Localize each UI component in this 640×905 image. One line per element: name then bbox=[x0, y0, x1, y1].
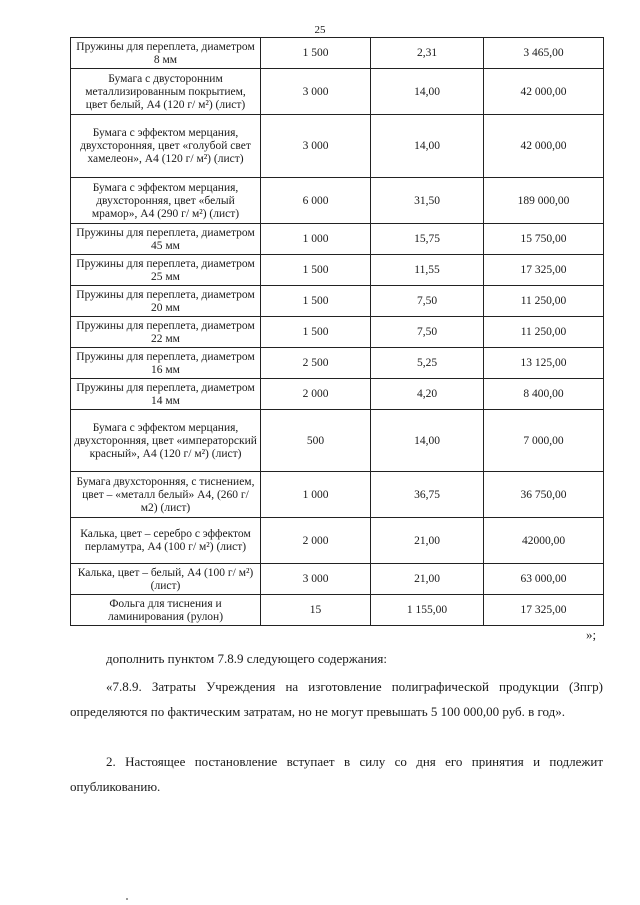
quantity-cell: 2 000 bbox=[261, 518, 371, 564]
price-table-body bbox=[71, 38, 604, 626]
item-name-cell: Бумага с эффектом мерцания, двухсторонняя, цвет «императорский красный», А4 (120 г/ м²) (лист) bbox=[71, 410, 261, 472]
unit-price-cell: 11,55 bbox=[371, 255, 484, 286]
unit-price-cell: 14,00 bbox=[371, 410, 484, 472]
total-cell: 36 750,00 bbox=[484, 472, 604, 518]
quantity-cell: 6 000 bbox=[261, 178, 371, 224]
table-row bbox=[71, 317, 604, 348]
item-name-cell: Пружины для переплета, диаметром 16 мм bbox=[71, 348, 261, 379]
table-row bbox=[71, 286, 604, 317]
quantity-cell: 3 000 bbox=[261, 564, 371, 595]
price-table bbox=[70, 37, 604, 626]
table-row bbox=[71, 348, 604, 379]
total-cell: 189 000,00 bbox=[484, 178, 604, 224]
quantity-cell: 500 bbox=[261, 410, 371, 472]
unit-price-cell: 14,00 bbox=[371, 115, 484, 178]
unit-price-cell: 15,75 bbox=[371, 224, 484, 255]
total-cell: 42000,00 bbox=[484, 518, 604, 564]
total-cell: 11 250,00 bbox=[484, 286, 604, 317]
total-cell: 8 400,00 bbox=[484, 379, 604, 410]
total-cell: 17 325,00 bbox=[484, 595, 604, 626]
item-name-cell: Калька, цвет – белый, А4 (100 г/ м²) (лист) bbox=[71, 564, 261, 595]
unit-price-cell: 14,00 bbox=[371, 69, 484, 115]
item-name-cell: Пружины для переплета, диаметром 14 мм bbox=[71, 379, 261, 410]
quantity-cell: 1 500 bbox=[261, 255, 371, 286]
total-cell: 63 000,00 bbox=[484, 564, 604, 595]
table-row bbox=[71, 379, 604, 410]
unit-price-cell: 1 155,00 bbox=[371, 595, 484, 626]
quantity-cell: 1 500 bbox=[261, 38, 371, 69]
total-cell: 13 125,00 bbox=[484, 348, 604, 379]
quantity-cell: 15 bbox=[261, 595, 371, 626]
item-name-cell: Пружины для переплета, диаметром 8 мм bbox=[71, 38, 261, 69]
table-row bbox=[71, 224, 604, 255]
table-row bbox=[71, 115, 604, 178]
unit-price-cell: 36,75 bbox=[371, 472, 484, 518]
item-name-cell: Пружины для переплета, диаметром 25 мм bbox=[71, 255, 261, 286]
quantity-cell: 2 000 bbox=[261, 379, 371, 410]
unit-price-cell: 7,50 bbox=[371, 286, 484, 317]
unit-price-cell: 5,25 bbox=[371, 348, 484, 379]
unit-price-cell: 21,00 bbox=[371, 564, 484, 595]
unit-price-cell: 4,20 bbox=[371, 379, 484, 410]
item-name-cell: Пружины для переплета, диаметром 20 мм bbox=[71, 286, 261, 317]
total-cell: 42 000,00 bbox=[484, 115, 604, 178]
item-name-cell: Фольга для тиснения и ламинирования (рулон) bbox=[71, 595, 261, 626]
paragraph-clause-7-8-9: «7.8.9. Затраты Учреждения на изготовление полиграфической продукции (Зпгр) определяются по фактическим затратам, но не могут превышать 5 100 000,00 руб. в год». bbox=[70, 679, 603, 719]
item-name-cell: Бумага с эффектом мерцания, двухсторонняя, цвет «голубой свет хамелеон», А4 (120 г/ м²) (лист) bbox=[71, 115, 261, 178]
table-row bbox=[71, 518, 604, 564]
item-name-cell: Пружины для переплета, диаметром 45 мм bbox=[71, 224, 261, 255]
table-row bbox=[71, 255, 604, 286]
item-name-cell: Бумага с двусторонним металлизированным покрытием, цвет белый, А4 (120 г/ м²) (лист) bbox=[71, 69, 261, 115]
table-row bbox=[71, 564, 604, 595]
closing-quote-mark: »; bbox=[586, 627, 597, 642]
total-cell: 3 465,00 bbox=[484, 38, 604, 69]
table-row bbox=[71, 472, 604, 518]
page-number: 25 bbox=[314, 24, 326, 36]
quantity-cell: 1 500 bbox=[261, 317, 371, 348]
table-row bbox=[71, 410, 604, 472]
total-cell: 11 250,00 bbox=[484, 317, 604, 348]
item-name-cell: Пружины для переплета, диаметром 22 мм bbox=[71, 317, 261, 348]
total-cell: 42 000,00 bbox=[484, 69, 604, 115]
quantity-cell: 1 000 bbox=[261, 472, 371, 518]
table-row bbox=[71, 38, 604, 69]
item-name-cell: Бумага двухсторонняя, с тиснением, цвет – «металл белый» А4, (260 г/ м2) (лист) bbox=[71, 472, 261, 518]
table-row bbox=[71, 178, 604, 224]
scan-speck bbox=[126, 898, 128, 900]
table-row bbox=[71, 595, 604, 626]
quantity-cell: 3 000 bbox=[261, 115, 371, 178]
unit-price-cell: 2,31 bbox=[371, 38, 484, 69]
total-cell: 15 750,00 bbox=[484, 224, 604, 255]
item-name-cell: Бумага с эффектом мерцания, двухсторонняя, цвет «белый мрамор», А4 (290 г/ м²) (лист) bbox=[71, 178, 261, 224]
paragraph-add-clause: дополнить пунктом 7.8.9 следующего содержания: bbox=[106, 651, 387, 666]
total-cell: 7 000,00 bbox=[484, 410, 604, 472]
quantity-cell: 2 500 bbox=[261, 348, 371, 379]
unit-price-cell: 7,50 bbox=[371, 317, 484, 348]
total-cell: 17 325,00 bbox=[484, 255, 604, 286]
unit-price-cell: 31,50 bbox=[371, 178, 484, 224]
unit-price-cell: 21,00 bbox=[371, 518, 484, 564]
quantity-cell: 1 000 bbox=[261, 224, 371, 255]
quantity-cell: 1 500 bbox=[261, 286, 371, 317]
item-name-cell: Калька, цвет – серебро с эффектом перламутра, А4 (100 г/ м²) (лист) bbox=[71, 518, 261, 564]
quantity-cell: 3 000 bbox=[261, 69, 371, 115]
paragraph-entry-into-force: 2. Настоящее постановление вступает в силу со дня его принятия и подлежит опубликованию. bbox=[70, 754, 603, 794]
table-row bbox=[71, 69, 604, 115]
